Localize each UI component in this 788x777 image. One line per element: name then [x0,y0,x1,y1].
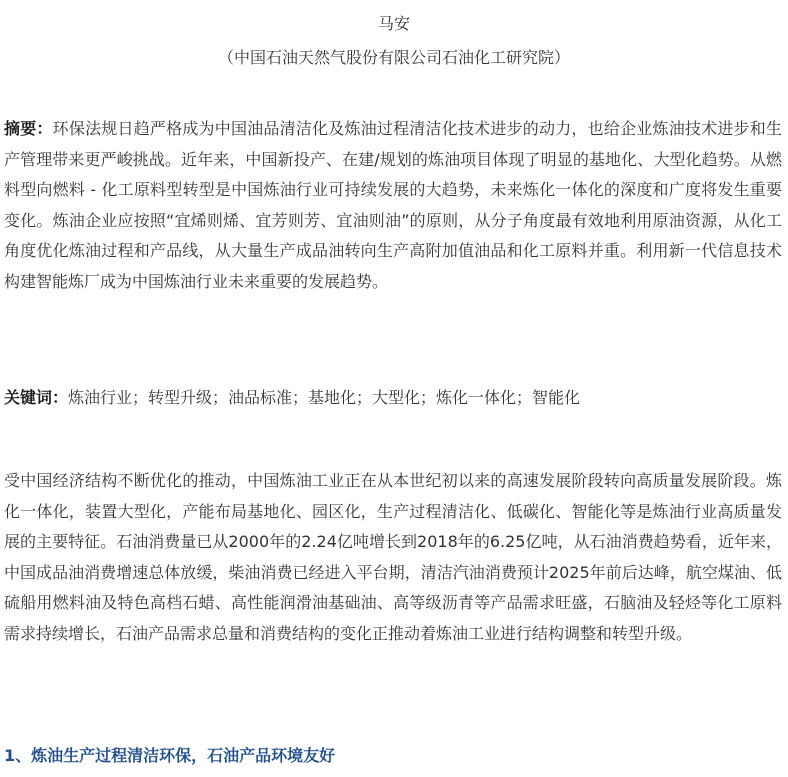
keywords-text: 炼油行业；转型升级；油品标准；基地化；大型化；炼化一体化；智能化 [68,388,581,407]
author-name: 马安 [377,14,410,33]
author-affiliation: （中国石油天然气股份有限公司石油化工研究院） [217,48,570,67]
abstract-label: 摘要： [4,119,53,138]
intro-paragraph: 受中国经济结构不断优化的推动，中国炼油工业正在从本世纪初以来的高速发展阶段转向高质量发展阶段。炼化一体化，装置大型化，产能布局基地化、园区化，生产过程清洁化、低碳化、智能化等是炼油行业高质量发展的主要特征。石油消费量已从2000年的2.24亿吨增长到2018年的6.25亿吨，从石油消费趋势看，近年来，中国成品油消费增速总体放缓，柴油消费已经进入平台期，清洁汽油消费预计2025年前后达峰，航空煤油、低硫船用燃料油及特色高档石蜡、高性能润滑油基础油、高等级沥青等产品需求旺盛，石脑油及轻烃等化工原料需求持续增长，石油产品需求总量和消费结构的变化正推动着炼油工业进行结构调整和转型升级。 [4,471,782,643]
abstract-paragraph [4,114,782,297]
keywords-paragraph [4,383,782,414]
section-heading: 1、炼油生产过程清洁环保，石油产品环境友好 [4,746,336,765]
abstract-text: 环保法规日趋严格成为中国油品清洁化及炼油过程清洁化技术进步的动力，也给企业炼油技术进步和生产管理带来更严峻挑战。近年来，中国新投产、在建/规划的炼油项目体现了明显的基地化、大型化趋势。从燃料型向燃料 - 化工原料型转型是中国炼油行业可持续发展的大趋势，未来炼化一体化的深度和广度将发生重要变化。炼油企业应按照“宜烯则烯、宜芳则芳、宜油则油”的原则，从分子角度最有效地利用原油资源，从化工角度优化炼油过程和产品线，从大量生产成品油转向生产高附加值油品和化工原料并重。利用新一代信息技术构建智能炼厂成为中国炼油行业未来重要的发展趋势。 [4,119,782,291]
keywords-label: 关键词： [4,388,69,407]
